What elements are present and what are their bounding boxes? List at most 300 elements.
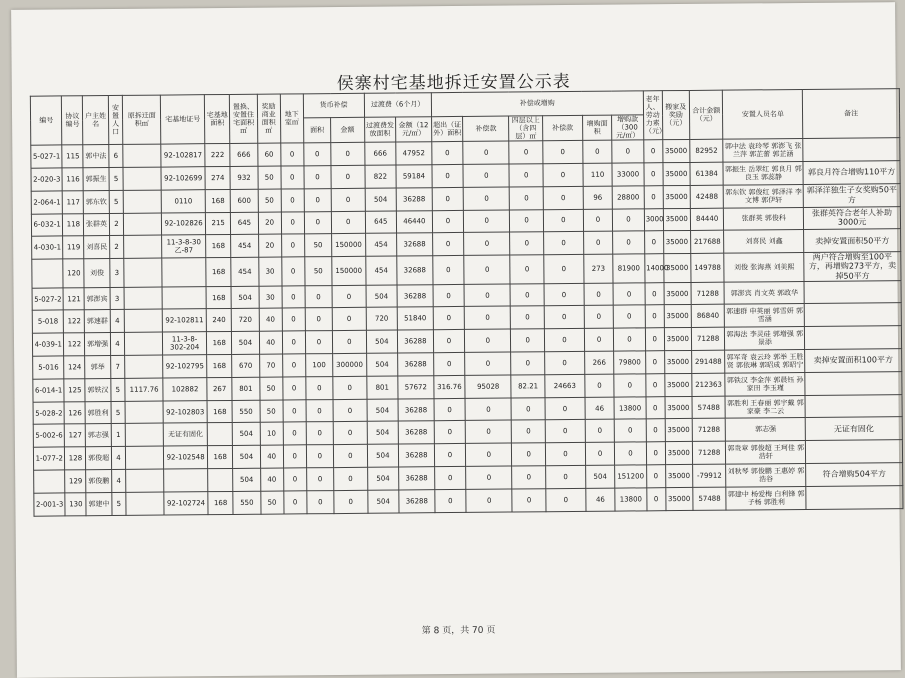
cell-extra-money: 0 — [613, 231, 645, 254]
cell-no: 2-001-3 — [34, 493, 66, 516]
cell-trans-amount: 36288 — [399, 490, 435, 513]
cell-cash-area: 0 — [306, 376, 333, 399]
cell-home-area: 168 — [206, 235, 231, 258]
cell-cert-no — [162, 258, 206, 287]
cell-cash-area: 50 — [304, 234, 331, 257]
cell-home-area: 168 — [208, 491, 233, 514]
cell-remarks: 两户符合增购至100平方，再增购273平方，卖掉50平方 — [804, 252, 901, 281]
header-transition: 过渡费（6个月） — [364, 93, 431, 118]
cell-total: 71288 — [691, 327, 725, 350]
cell-members: 刘俊 张海燕 刘美熙 — [724, 253, 804, 282]
cell-cert-no: 0110 — [161, 189, 205, 212]
cell-no — [34, 470, 66, 493]
cell-people: 5 — [109, 167, 124, 190]
cell-orig-area — [124, 287, 162, 310]
cell-fourth-floor: 0 — [510, 255, 544, 284]
cell-remarks: 符合增购504平方 — [806, 463, 903, 487]
cell-cert-no: 92-102811 — [162, 309, 206, 332]
cell-elderly: 0 — [645, 351, 664, 374]
header-reward-area: 奖励商业面积㎡ — [257, 94, 281, 143]
cell-comp-money2: 0 — [544, 255, 584, 284]
header-elderly: 老年人、劳动力素（元） — [643, 91, 662, 140]
cell-people: 4 — [110, 310, 125, 333]
cell-elderly: 0 — [644, 185, 663, 208]
cell-extra-area: 0 — [584, 306, 614, 329]
cell-comp-money2: 0 — [543, 163, 583, 186]
cell-trans-area: 504 — [367, 490, 399, 513]
cell-cash-area: 100 — [305, 354, 332, 377]
cell-no: 5-027-1 — [31, 145, 63, 168]
cell-comp-money2: 0 — [544, 283, 584, 306]
cell-home-area: 215 — [206, 212, 231, 235]
cell-trans-area: 645 — [365, 211, 397, 234]
cell-reward-area: 20 — [258, 212, 281, 235]
cell-owner: 郭俊鹏 — [86, 470, 111, 493]
cell-members: 郭海法 李灵硅 郭增强 郭景添 — [725, 327, 805, 350]
cell-extra-money: 0 — [614, 328, 646, 351]
cell-moving: 35000 — [664, 373, 691, 396]
header-people: 安置人口 — [108, 95, 123, 144]
header-extra-area: 增购面积 — [582, 115, 612, 140]
cell-trans-area: 504 — [366, 353, 398, 376]
cell-members: 郭建中 杨爱梅 白利锋 郭子杨 郭胜利 — [726, 486, 806, 509]
cell-swap-area: 645 — [231, 212, 258, 235]
cell-basement: 0 — [283, 491, 306, 514]
cell-cash-amount: 0 — [332, 308, 366, 331]
cell-fourth-floor: 0 — [509, 164, 543, 187]
cell-orig-area — [124, 258, 162, 287]
cell-no: 5-027-2 — [32, 288, 64, 311]
cell-basement: 0 — [282, 286, 305, 309]
cell-comp-money: 0 — [465, 398, 511, 421]
cell-excess-area: 0 — [432, 187, 464, 210]
cell-cert-no: 无证有固化 — [163, 423, 207, 446]
cell-agreement-no: 129 — [65, 470, 86, 493]
cell-swap-area: 454 — [231, 235, 258, 258]
cell-comp-money: 0 — [466, 489, 512, 512]
cell-people: 3 — [109, 259, 124, 288]
cell-basement: 0 — [282, 354, 305, 377]
cell-owner: 刘俊 — [84, 259, 109, 288]
cell-reward-area: 60 — [257, 143, 280, 166]
cell-no — [32, 259, 64, 288]
header-excess-area: 超出（证外）面积 — [431, 116, 463, 141]
cell-excess-area: 0 — [433, 256, 465, 285]
cell-swap-area: 666 — [230, 143, 257, 166]
cell-remarks: 无证有固化 — [805, 417, 902, 441]
cell-cash-area: 0 — [304, 143, 331, 166]
cell-elderly: 0 — [646, 396, 665, 419]
cell-comp-money: 0 — [464, 210, 510, 233]
cell-trans-amount: 36288 — [397, 284, 433, 307]
cell-trans-area: 504 — [367, 421, 399, 444]
cell-total: 212363 — [692, 373, 726, 396]
cell-swap-area: 720 — [232, 309, 259, 332]
cell-owner: 郭铁汉 — [85, 378, 110, 401]
cell-remarks: 郭良月符合增购110平方 — [803, 161, 900, 185]
cell-members: 郭贵章 郭俊超 王珂佳 郭浩轩 — [726, 441, 806, 464]
cell-comp-money: 0 — [464, 307, 510, 330]
cell-trans-area: 504 — [367, 467, 399, 490]
cell-basement: 0 — [281, 189, 304, 212]
cell-cash-area: 0 — [306, 468, 333, 491]
document-sheet — [11, 2, 901, 678]
cell-total: 86840 — [691, 305, 725, 328]
cell-fourth-floor: 0 — [511, 397, 545, 420]
cell-extra-money: 0 — [613, 283, 645, 306]
cell-home-area: 222 — [205, 144, 230, 167]
cell-remarks — [806, 485, 903, 509]
cell-trans-amount: 51840 — [397, 307, 433, 330]
header-orig-area: 原拆迁面积㎡ — [123, 95, 161, 144]
cell-basement: 0 — [282, 308, 305, 331]
cell-cash-area: 0 — [304, 211, 331, 234]
cell-swap-area: 504 — [233, 468, 260, 491]
cell-comp-money2: 0 — [544, 306, 584, 329]
cell-owner: 郭志强 — [86, 424, 111, 447]
cell-trans-area: 504 — [367, 399, 399, 422]
cell-members: 郭中法 袁玲琴 郭澎飞 张兰萍 郭芷蕾 郭芷涵 — [723, 139, 803, 162]
cell-comp-money2: 0 — [545, 351, 585, 374]
cell-trans-area: 720 — [366, 307, 398, 330]
cell-moving: 35000 — [664, 282, 691, 305]
cell-fourth-floor: 82.21 — [511, 375, 545, 398]
cell-agreement-no: 121 — [63, 287, 84, 310]
cell-trans-area: 504 — [365, 188, 397, 211]
cell-cash-amount: 0 — [331, 165, 365, 188]
cell-cert-no: 102882 — [163, 378, 207, 401]
cell-fourth-floor: 0 — [512, 420, 546, 443]
cell-extra-area: 110 — [583, 163, 613, 186]
cell-remarks: 张群英符合老年人补助3000元 — [804, 206, 901, 230]
cell-members: 张群英 郭俊科 — [724, 207, 804, 230]
cell-cash-area: 0 — [304, 166, 331, 189]
cell-excess-area: 0 — [434, 421, 466, 444]
cell-swap-area: 670 — [232, 354, 259, 377]
cell-comp-money: 0 — [464, 284, 510, 307]
cell-elderly: 0 — [645, 328, 664, 351]
cell-moving: 35000 — [663, 162, 690, 185]
cell-extra-area: 0 — [583, 209, 613, 232]
cell-owner: 郭中法 — [83, 145, 108, 168]
cell-comp-money2: 0 — [545, 397, 585, 420]
cell-cash-area: 0 — [306, 422, 333, 445]
cell-cert-no: 11-3-8-30乙-87 — [162, 235, 206, 258]
cell-remarks — [803, 138, 900, 162]
cell-trans-amount: 36288 — [398, 444, 434, 467]
cell-agreement-no: 126 — [64, 401, 85, 424]
cell-moving: 35000 — [664, 305, 691, 328]
cell-extra-money: 0 — [614, 374, 646, 397]
cell-extra-area: 0 — [585, 374, 615, 397]
cell-trans-area: 454 — [365, 233, 397, 256]
cell-extra-money: 13800 — [615, 488, 647, 511]
cell-extra-area: 0 — [583, 231, 613, 254]
header-cash-comp: 货币补偿 — [303, 93, 364, 118]
header-trans-area: 过渡费发放面积 — [364, 117, 396, 142]
cell-agreement-no: 117 — [63, 190, 84, 213]
cell-basement: 0 — [281, 234, 304, 257]
cell-excess-area: 0 — [432, 210, 464, 233]
cell-agreement-no: 120 — [63, 259, 84, 288]
cell-trans-area: 504 — [367, 444, 399, 467]
cell-members: 郭速群 申英丽 郭雪妍 郭雪涵 — [725, 304, 805, 327]
cell-orig-area — [123, 144, 161, 167]
cell-trans-area: 454 — [365, 256, 397, 285]
cell-people: 6 — [108, 145, 123, 168]
header-comp-money: 补偿款 — [463, 116, 509, 142]
cell-total: 57488 — [692, 396, 726, 419]
header-agreement-no: 协议编号 — [62, 96, 83, 145]
cell-fourth-floor: 0 — [512, 443, 546, 466]
cell-orig-area — [126, 446, 164, 469]
cell-cash-amount: 0 — [331, 142, 365, 165]
cell-elderly: 0 — [647, 488, 666, 511]
cell-home-area — [208, 469, 233, 492]
cell-cert-no: 11-3-8-302-204 — [163, 332, 207, 355]
cell-people: 1 — [111, 424, 126, 447]
cell-cash-area: 0 — [307, 490, 334, 513]
cell-comp-money: 0 — [464, 255, 510, 284]
cell-extra-area: 0 — [584, 328, 614, 351]
cell-extra-money: 0 — [614, 419, 646, 442]
cell-members: 刘秋琴 郭俊鹏 王惠婷 郭浩谷 — [726, 464, 806, 487]
cell-remarks — [805, 394, 902, 418]
cell-cash-amount: 0 — [331, 188, 365, 211]
cell-fourth-floor: 0 — [512, 489, 546, 512]
cell-comp-money: 0 — [463, 141, 509, 164]
cell-basement: 0 — [282, 377, 305, 400]
cell-agreement-no: 119 — [63, 236, 84, 259]
cell-extra-area: 0 — [583, 140, 613, 163]
cell-excess-area: 0 — [433, 284, 465, 307]
cell-excess-area: 0 — [433, 307, 465, 330]
cell-agreement-no: 124 — [64, 356, 85, 379]
cell-no: 5-018 — [32, 310, 64, 333]
cell-moving: 35000 — [665, 419, 692, 442]
cell-extra-money: 13800 — [614, 397, 646, 420]
cell-members: 刘喜民 刘鑫 — [724, 230, 804, 253]
cell-remarks — [806, 440, 903, 464]
cell-cash-amount: 0 — [333, 422, 367, 445]
cell-swap-area: 932 — [230, 166, 257, 189]
cell-reward-area: 50 — [258, 166, 281, 189]
cell-reward-area: 30 — [258, 257, 281, 286]
page-footer: 第 8 页，共 70 页 — [421, 625, 496, 637]
cell-extra-money: 0 — [613, 208, 645, 231]
cell-fourth-floor: 0 — [509, 141, 543, 164]
cell-moving: 35000 — [665, 487, 692, 510]
cell-moving: 35000 — [663, 254, 691, 283]
cell-orig-area — [126, 492, 164, 515]
header-swap-area: 置换、安置住宅面积㎡ — [230, 94, 258, 143]
cell-extra-area: 266 — [584, 351, 614, 374]
header-members: 安置人员名单 — [723, 89, 803, 139]
cell-cash-amount: 150000 — [332, 256, 366, 285]
cell-orig-area — [125, 401, 163, 424]
cell-people: 3 — [110, 287, 125, 310]
cell-people: 4 — [110, 333, 125, 356]
cell-comp-money: 0 — [463, 164, 509, 187]
cell-agreement-no: 116 — [62, 168, 83, 191]
cell-reward-area: 40 — [259, 331, 282, 354]
cell-elderly: 0 — [646, 374, 665, 397]
cell-home-area: 168 — [207, 400, 232, 423]
cell-cash-amount: 150000 — [332, 234, 366, 257]
cell-reward-area: 40 — [260, 445, 283, 468]
cell-members: 郭志强 — [726, 418, 806, 441]
cell-agreement-no: 125 — [64, 379, 85, 402]
cell-extra-area: 46 — [586, 488, 616, 511]
header-cash-area: 面积 — [303, 118, 330, 143]
cell-trans-area: 822 — [365, 165, 397, 188]
cell-fourth-floor: 0 — [511, 306, 545, 329]
cell-swap-area: 600 — [230, 189, 257, 212]
cell-reward-area: 50 — [260, 400, 283, 423]
cell-extra-money: 0 — [613, 305, 645, 328]
cell-members: 郭铁汉 李金萍 郭晨钰 孙家田 李玉瑾 — [725, 372, 805, 395]
cell-basement: 0 — [283, 468, 306, 491]
cell-members: 郭胜利 王春丽 郭宇戴 郭家豪 李二云 — [725, 395, 805, 418]
header-cert-no: 宅基地证号 — [160, 95, 204, 145]
header-trans-amount: 金额（12元/㎡） — [396, 117, 432, 142]
cell-home-area: 168 — [206, 258, 231, 287]
cell-swap-area: 550 — [233, 491, 260, 514]
cell-basement: 0 — [282, 331, 305, 354]
cell-total: 84440 — [690, 208, 724, 231]
header-remarks: 备注 — [803, 89, 900, 139]
cell-trans-area: 801 — [366, 376, 398, 399]
cell-comp-money2: 24663 — [545, 374, 585, 397]
cell-total: 291488 — [691, 350, 725, 373]
cell-cash-amount: 0 — [332, 331, 366, 354]
cell-total: -79912 — [692, 464, 726, 487]
cell-basement: 0 — [283, 399, 306, 422]
cell-home-area: 267 — [207, 377, 232, 400]
cell-reward-area: 50 — [259, 377, 282, 400]
cell-extra-area: 96 — [583, 186, 613, 209]
cell-cert-no: 92-102699 — [161, 167, 205, 190]
cell-owner: 张群英 — [84, 213, 109, 236]
cell-elderly: 0 — [644, 231, 663, 254]
cell-agreement-no: 128 — [65, 447, 86, 470]
cell-moving: 35000 — [665, 442, 692, 465]
cell-home-area: 168 — [207, 332, 232, 355]
cell-no: 5-002-6 — [33, 424, 65, 447]
cell-orig-area — [124, 235, 162, 258]
cell-orig-area — [125, 355, 163, 378]
cell-trans-amount: 32688 — [397, 233, 433, 256]
cell-home-area: 168 — [208, 446, 233, 469]
cell-trans-area: 504 — [366, 285, 398, 308]
cell-fourth-floor: 0 — [510, 232, 544, 255]
cell-total: 57488 — [693, 487, 727, 510]
cell-comp-money2: 0 — [544, 232, 584, 255]
cell-cash-area: 0 — [304, 188, 331, 211]
cell-elderly: 3000 — [644, 208, 663, 231]
cell-orig-area — [125, 310, 163, 333]
cell-cert-no: 92-102795 — [163, 355, 207, 378]
cell-extra-area: 273 — [584, 254, 614, 283]
cell-owner: 郭俊超 — [86, 447, 111, 470]
cell-moving: 35000 — [664, 351, 691, 374]
cell-cash-area: 0 — [305, 308, 332, 331]
cell-comp-money: 0 — [465, 352, 511, 375]
cell-reward-area: 50 — [260, 491, 283, 514]
cell-trans-amount: 36288 — [399, 467, 435, 490]
cell-basement: 0 — [283, 445, 306, 468]
cell-basement: 0 — [281, 257, 304, 286]
cell-total: 82952 — [690, 139, 724, 162]
cell-orig-area — [123, 167, 161, 190]
cell-cash-amount: 0 — [333, 445, 367, 468]
cell-owner: 郭振生 — [83, 167, 108, 190]
cell-members: 郭澎宾 肖文英 郭政华 — [724, 281, 804, 304]
cell-fourth-floor: 0 — [510, 209, 544, 232]
cell-basement: 0 — [280, 143, 303, 166]
header-home-area: 宅基地面积 — [204, 94, 230, 143]
cell-trans-amount: 57672 — [398, 376, 434, 399]
cell-fourth-floor: 0 — [511, 352, 545, 375]
cell-total: 42488 — [690, 185, 724, 208]
cell-cash-amount: 0 — [334, 490, 368, 513]
cell-comp-money: 95028 — [465, 375, 511, 398]
cell-home-area: 168 — [205, 189, 230, 212]
cell-total: 71288 — [692, 419, 726, 442]
document-title: 侯寨村宅基地拆迁安置公示表 — [336, 71, 571, 95]
cell-trans-area: 666 — [364, 142, 396, 165]
cell-owner: 刘喜民 — [84, 236, 109, 259]
cell-reward-area: 70 — [259, 354, 282, 377]
cell-orig-area — [126, 424, 164, 447]
cell-moving: 35000 — [663, 185, 690, 208]
cell-trans-amount: 59184 — [396, 165, 432, 188]
cell-cash-area: 0 — [305, 285, 332, 308]
cell-agreement-no: 118 — [63, 213, 84, 236]
cell-comp-money: 0 — [463, 187, 509, 210]
cell-trans-amount: 46440 — [396, 210, 432, 233]
cell-no: 6-032-1 — [31, 213, 63, 236]
header-comp-purchase: 补偿或增购 — [431, 91, 643, 117]
cell-total: 149788 — [691, 253, 725, 282]
cell-cash-area: 0 — [306, 399, 333, 422]
cell-comp-money2: 0 — [543, 186, 583, 209]
cell-owner: 郭速群 — [85, 310, 110, 333]
cell-trans-amount: 36288 — [396, 187, 432, 210]
cell-owner: 郭建中 — [86, 492, 111, 515]
cell-agreement-no: 130 — [65, 493, 86, 516]
cell-cash-area: 0 — [305, 331, 332, 354]
cell-extra-money: 81900 — [613, 254, 645, 283]
cell-owner: 郭澎宾 — [84, 287, 109, 310]
header-comp-money2: 补偿款 — [543, 115, 583, 140]
cell-home-area: 168 — [207, 355, 232, 378]
cell-comp-money2: 0 — [545, 420, 585, 443]
cell-excess-area: 316.76 — [434, 375, 466, 398]
cell-basement: 0 — [281, 166, 304, 189]
header-no: 编号 — [30, 96, 62, 145]
cell-orig-area — [125, 332, 163, 355]
cell-comp-money2: 0 — [546, 488, 586, 511]
cell-extra-area: 504 — [585, 465, 615, 488]
cell-total: 71288 — [692, 441, 726, 464]
cell-total: 71288 — [691, 282, 725, 305]
cell-elderly: 0 — [646, 465, 665, 488]
cell-people: 5 — [110, 378, 125, 401]
cell-no: 5-028-2 — [33, 402, 65, 425]
cell-trans-amount: 47952 — [396, 142, 432, 165]
cell-people: 4 — [111, 469, 126, 492]
